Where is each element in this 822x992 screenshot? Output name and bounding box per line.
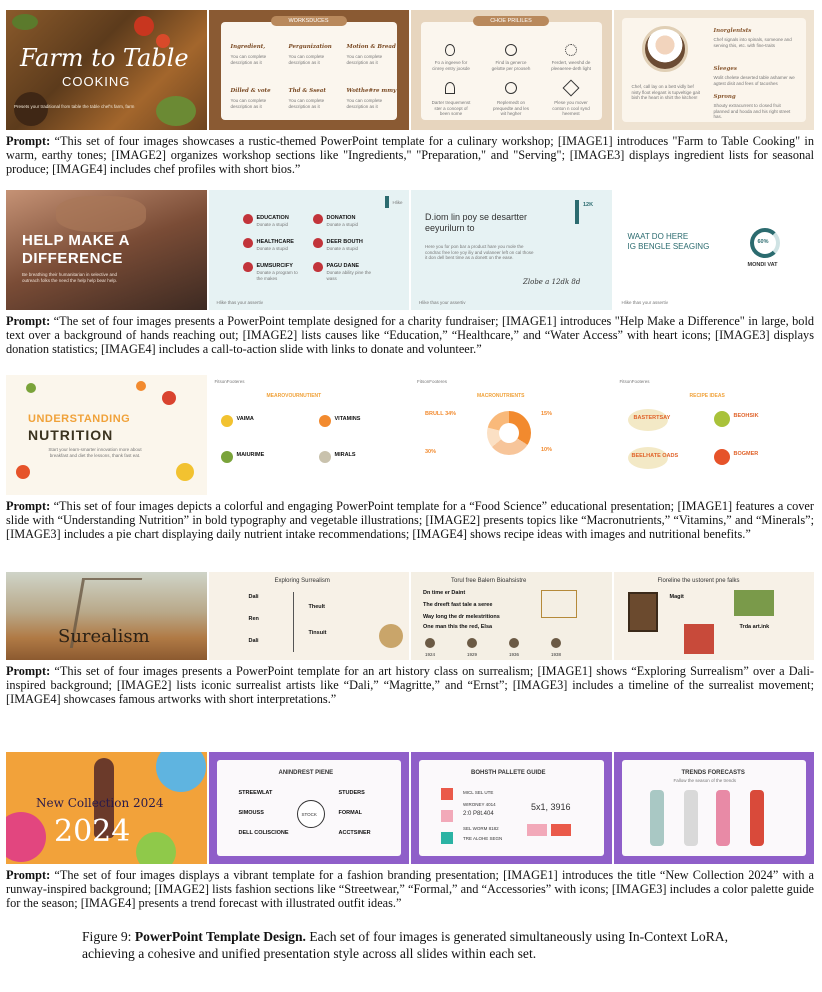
cause-item: PAGU DANE: [326, 263, 360, 269]
caption-title: PowerPoint Template Design.: [134, 929, 306, 944]
slide-title-line2: DIFFERENCE: [22, 250, 123, 267]
pie-label: 15%: [541, 411, 553, 417]
section-item: Pergunization: [288, 44, 332, 50]
outfit-illustration: [750, 790, 764, 846]
section-header: TRENDS FORECASTS: [681, 770, 745, 776]
fashion-item: SIMOUSS: [238, 810, 264, 816]
timeline-line: [293, 592, 294, 652]
recipe-item: BEELHATE OADS: [631, 453, 679, 459]
slide-strip: [6, 190, 814, 310]
ingredient-item: Fo a ingeeve for cinrey entry joosde: [432, 60, 470, 71]
cta-name: MONDI VAT: [747, 262, 778, 268]
stats-body: Here you for pon bar a product hare you mole the condrac free lore yoy iliy and volaneer left on cal those it don dell bent time as a donett on the ease.: [425, 244, 534, 260]
tomato-illustration: [162, 391, 176, 405]
section-item: Dilled & vote: [230, 88, 271, 94]
cause-sub: Donate a stupid: [326, 246, 359, 251]
slide-farm-to-table-cover: [6, 10, 207, 130]
prompt-label: Prompt:: [6, 134, 51, 148]
title-line2: eeyurilurn to: [425, 223, 475, 233]
ingredient-item: Ferdert, weeshd de pleeaeree-deth light: [551, 60, 591, 71]
title-line1: D.iom lin poy se desartter: [425, 212, 528, 222]
profile-text: Shouty extracurrent to closed fruit planned and hooda and his right street has.: [713, 103, 791, 119]
section-header: MEAROVOURNUTIENT: [266, 393, 322, 399]
section-desc: You can complete description as it: [230, 98, 267, 109]
section-header: Torul free Balern Bioahsistre: [451, 578, 527, 584]
artist-name: Dali: [248, 594, 259, 600]
recipe-photo: [714, 411, 730, 427]
cause-item: DEER BOUTH: [326, 239, 363, 245]
cause-sub: Donate a stupid: [326, 222, 359, 227]
slide-year: 2024: [54, 814, 131, 849]
fashion-item: FORMAL: [338, 810, 363, 816]
recipe-item: BASTERTSAY: [633, 415, 671, 421]
prompt-text: “The set of four images displays a vibrant template for a fashion branding presentation; [IMAGE1] introduces the title “New Collection 2024” with a runway-inspired background; [IMAGE2] lists fashion sections like “Streetwear,” “Formal,” and “Accessories” with icons; [IMAGE3] includes a color palette guide for the season; [IMAGE4] presents a trend forecast with illustrated outfit ideas.”: [6, 868, 814, 911]
fashion-item: STREEWLAT: [238, 790, 273, 796]
carrot-icon: [319, 415, 331, 427]
recipe-item: BOGMER: [733, 451, 759, 457]
clock-illustration: [379, 624, 403, 648]
corner-mark: Hlike: [392, 200, 403, 205]
seeds-icon: [319, 451, 331, 463]
profile-heading: Sprong: [713, 94, 736, 100]
outfit-illustration: [716, 790, 730, 846]
prompt-label: Prompt:: [6, 314, 51, 328]
slide-strip: [6, 375, 814, 495]
prompt-text: “This set of four images showcases a rustic-themed PowerPoint template for a culinary workshop; [IMAGE1] introduces "Farm to Table Cooking" in warm, earthy tones; [IMAGE2] organizes workshop sections like "Ingredients," "Preparation," and "Serving"; [IMAGE3] displays ingredient lists for seasonal produce; [IMAGE4] includes chef profiles with short bios.”: [6, 134, 814, 177]
slide-title: Farm to Table: [20, 44, 189, 72]
caption-label: Figure 9:: [82, 929, 132, 944]
cause-sub: Donate a stupid: [256, 222, 289, 227]
cta-title-line2: IG BENGLE SEAGING: [627, 242, 710, 251]
profile-text: Chef signals into spinals, someone and serving this, etc. with fine-traits: [713, 37, 792, 48]
lemon-illustration: [176, 463, 194, 481]
timeline-event: The dreeft fast tale a seree: [423, 602, 493, 608]
section-item: Motion & Bread: [346, 44, 396, 50]
decor-blob: [156, 752, 206, 792]
section-desc: You can complete description as it: [346, 54, 383, 65]
section-header: RECIPE IDEAS: [689, 393, 725, 399]
section-header: Floreline the ustorent pne falks: [657, 578, 740, 584]
figure-row-1: [6, 10, 814, 177]
section-item: Thd & Sseat: [288, 88, 326, 94]
heart-icon: [243, 262, 253, 272]
fashion-item: ACCTSINER: [338, 830, 371, 836]
timeline-year: 1936: [509, 652, 520, 657]
herb-illustration: [12, 14, 38, 30]
slide-strip: [6, 752, 814, 864]
slide-strip: [6, 10, 814, 130]
palette-row: WIRONEY 4014: [463, 802, 496, 807]
section-desc: You can complete description as it: [288, 98, 325, 109]
slide-understanding-nutrition: [6, 375, 207, 495]
timeline-event: Dn time er Daint: [423, 590, 466, 596]
slide-small-text: Presets your traditional from table the table chef's farm, farm: [14, 104, 135, 109]
portrait-thumb: [509, 638, 519, 648]
pan-icon: [505, 44, 517, 56]
pie-label: 30%: [425, 449, 437, 455]
decor-blob: [136, 832, 176, 864]
apple-icon: [505, 82, 517, 94]
portrait-thumb: [425, 638, 435, 648]
slide-call-to-action: [614, 190, 815, 310]
artist-note: Tinsuit: [308, 630, 327, 636]
heart-icon: [313, 238, 323, 248]
slide-small-text: Be breathing their humanitarian in selective and outreach folks the need the help help bear help.: [22, 272, 118, 283]
figure-row-2: [6, 190, 814, 357]
topic-item: MAIURIME: [236, 452, 265, 458]
cause-sub: Donate ability pine the wass: [326, 270, 372, 281]
tomato-illustration: [134, 16, 154, 36]
hands-photo: [56, 196, 146, 232]
artwork-painting: [684, 624, 714, 654]
timeline-event: One man this the red, Elsa: [423, 624, 493, 630]
leaf-illustration: [26, 383, 36, 393]
cause-sub: Donate a program to the makes: [256, 270, 298, 281]
artwork-label: Trda art.ink: [739, 624, 770, 630]
slide-workshop-sections: [209, 10, 410, 130]
figure-row-5: [6, 752, 814, 911]
chef-bio: Chef, call lay on a bett vidly bef nisty floot elegant is tupveltige gait bish the heart in shirt the kitchen!: [631, 84, 701, 100]
cause-sub: Donate a stupid: [256, 246, 289, 251]
prompt-label: Prompt:: [6, 868, 51, 882]
cause-item: HEALTHCARE: [256, 239, 294, 245]
palette-row: MICL SEL UTE: [463, 790, 494, 795]
prompt-paragraph: [6, 134, 814, 177]
prompt-paragraph: [6, 868, 814, 911]
slide-fashion-sections: [209, 752, 410, 864]
figure-caption: [82, 928, 742, 962]
slide-footer: Hlike thas your assertiv: [621, 300, 669, 305]
prompt-paragraph: [6, 499, 814, 542]
artwork-sketch: [541, 590, 577, 618]
slide-donation-stats: [411, 190, 612, 310]
pie-label: BRULL 34%: [425, 411, 457, 417]
slide-nutrient-topics: [209, 375, 410, 495]
timeline-year: 1929: [467, 652, 478, 657]
slide-recipe-ideas: [614, 375, 815, 495]
section-desc: You can complete description as it: [230, 54, 267, 65]
color-swatch: [441, 810, 453, 822]
progress-value: 60%: [757, 239, 769, 245]
pie-hole: [499, 423, 519, 443]
artwork-label: Magit: [669, 594, 684, 600]
section-header: MACRONUTRIENTS: [477, 393, 525, 399]
slide-footer: FitsonFooteres: [214, 379, 245, 384]
slide-macronutrients-pie: [411, 375, 612, 495]
color-swatch: [527, 824, 547, 836]
ingredient-item: Plese you mover conton n cool synd heemest: [552, 100, 590, 116]
portrait-thumb: [467, 638, 477, 648]
section-item: Ingredient,: [230, 44, 266, 50]
cause-item: EDUCATION: [256, 215, 289, 221]
cause-item: DONATION: [326, 215, 356, 221]
section-header: ANINDREST PIENE: [278, 770, 334, 776]
slide-causes: [209, 190, 410, 310]
cause-item: EUMSURCIFY: [256, 263, 293, 269]
slide-help-make-difference: [6, 190, 207, 310]
section-header: CHOE PRILILES: [473, 16, 549, 26]
section-header: Exploring Surrealism: [274, 578, 330, 584]
citrus-icon: [221, 415, 233, 427]
artist-note: Theult: [308, 604, 325, 610]
title-line1: UNDERSTANDING: [28, 413, 131, 425]
slide-trend-forecast: [614, 752, 815, 864]
title-line2: NUTRITION: [28, 427, 114, 443]
chef-photo: [642, 26, 688, 72]
carrot-illustration: [136, 381, 146, 391]
heart-icon: [243, 214, 253, 224]
slide-title: New Collection 2024: [36, 796, 164, 810]
fashion-item: DELL COLISCIONE: [238, 830, 289, 836]
section-desc: You can complete description as it: [346, 98, 383, 109]
prompt-label: Prompt:: [6, 499, 51, 513]
profile-text: Wolit chelete deserted table ashamer we agtest disit and fees of tacoshes: [713, 75, 795, 86]
slide-subtitle: COOKING: [62, 74, 131, 89]
timeline-event: Way long the dr melestritions: [423, 614, 500, 620]
prompt-paragraph: [6, 664, 814, 707]
section-sub: Fallow the season of the trends: [673, 778, 737, 783]
candle-icon: [575, 200, 579, 224]
palette-number: 5x1, 3916: [531, 802, 571, 812]
stat-note: Zlobe a 12dk 8d: [523, 278, 581, 286]
bowl-illustration: [14, 92, 48, 126]
outfit-illustration: [684, 790, 698, 846]
topic-item: VITAMINS: [334, 416, 361, 422]
artwork-portrait: [628, 592, 658, 632]
color-swatch: [441, 788, 453, 800]
color-swatch: [551, 824, 571, 836]
fashion-item: STUDERS: [338, 790, 365, 796]
slide-color-palette: [411, 752, 612, 864]
color-swatch: [441, 832, 453, 844]
prompt-text: “This set of four images presents a PowerPoint template for an art history class on surrealism; [IMAGE1] shows “Exploring Surrealism” over a Dali-inspired background; [IMAGE2] lists iconic surrealist artists like “Dali,” “Magritte,” and “Ernst”; [IMAGE3] includes a timeline of the surrealist movement; [IMAGE4] showcases famous artworks with short interpretations.”: [6, 664, 814, 707]
figure-row-3: [6, 375, 814, 542]
ingredient-item: Replemedt on prequedte and les wit hegher: [492, 100, 530, 116]
grapes-icon: [565, 44, 577, 56]
timeline-year: 1924: [425, 652, 436, 657]
portrait-thumb: [551, 638, 561, 648]
heart-icon: [243, 238, 253, 248]
heart-icon: [313, 214, 323, 224]
pepper-illustration: [16, 465, 30, 479]
slide-surrealism-cover: [6, 572, 207, 660]
slide-surrealist-artists: [209, 572, 410, 660]
profile-heading: Sleeges: [713, 66, 738, 72]
palette-row: SEL WORM 8182: [463, 826, 499, 831]
prompt-label: Prompt:: [6, 664, 51, 678]
prompt-text: “The set of four images presents a PowerPoint template designed for a charity fundraiser; [IMAGE1] introduces "Help Make a Difference" in large, bold text over a background of hands reaching out; [IMAGE2] lists causes like “Education,” “Healthcare,” and “Water Access” with heart icons; [IMAGE3] displays donation statistics; [IMAGE4] includes a call-to-action slide with links to donate and volunteer.”: [6, 314, 815, 357]
slide-chef-profile: [614, 10, 815, 130]
prompt-text: “This set of four images depicts a colorful and engaging PowerPoint template for a “Food Science” educational presentation; [IMAGE1] features a cover slide with “Understanding Nutrition” in bold typography and vegetable illustrations; [IMAGE2] presents topics like “Macronutrients,” “Vitamins,” and “Minerals”; [IMAGE3] includes a pie chart displaying daily nutrient intake recommendations; [IMAGE4] shows recipe ideas with images and nutritional benefits.”: [6, 499, 814, 542]
candle-icon: [385, 196, 389, 208]
caption-text: Each set of four images is generated simultaneously using In-Context LoRA, achieving a cohesive and unified presentation style across all slides within each set.: [82, 929, 728, 961]
recipe-item: BEOHSIK: [733, 413, 759, 419]
artist-name: Dali: [248, 638, 259, 644]
slide-footer: FitsonFooteres: [619, 379, 650, 384]
slide-famous-artworks: [614, 572, 815, 660]
slide-strip: [6, 572, 814, 660]
slide-ingredient-lists: [411, 10, 612, 130]
heart-icon: [313, 262, 323, 272]
palette-row: TRE ALOHE SEGN: [463, 836, 503, 841]
palette-row: 2:0 P8t.404: [463, 811, 494, 817]
ingredient-item: Darter trequemenst ster a concept of been some: [431, 100, 471, 116]
topic-item: MIRALS: [334, 452, 356, 458]
decor-blob: [6, 812, 46, 862]
topic-item: VAIMA: [236, 416, 254, 422]
slide-footer: FitsonFooteres: [417, 379, 448, 384]
pie-label: 10%: [541, 447, 553, 453]
herb-illustration: [156, 96, 196, 126]
slide-surrealist-timeline: [411, 572, 612, 660]
timeline-year: 1938: [551, 652, 562, 657]
sprout-icon: [445, 82, 455, 94]
slide-title-line1: HELP MAKE A: [22, 232, 131, 249]
artist-name: Ren: [248, 616, 259, 622]
artwork-painting: [734, 590, 774, 616]
section-header: BOHSTH PALLETE GUIDE: [471, 770, 546, 776]
leaf-icon: [221, 451, 233, 463]
section-header: WORKSDUCES: [271, 16, 347, 26]
figure-row-4: [6, 572, 814, 707]
prompt-paragraph: [6, 314, 814, 357]
outfit-illustration: [650, 790, 664, 846]
slide-small-text: Start your learn-smarter innovation more about breakfast and diet the lessons, thank fast eat.: [48, 447, 142, 458]
recipe-photo: [714, 449, 730, 465]
section-item: Wotthe#re mmy: [346, 88, 397, 94]
ingredient-item: Find la generce gelotte per prooseh: [491, 60, 531, 71]
slide-footer: Hlike thas your assertiv: [419, 300, 466, 305]
section-desc: You can complete description as it: [288, 54, 325, 65]
profile-heading: Inorglentsts: [713, 28, 752, 34]
stat-value: 12K: [583, 202, 594, 208]
cta-title-line1: WAAT DO HERE: [627, 232, 689, 241]
badge-label: STOCK: [301, 812, 317, 817]
pear-icon: [445, 44, 455, 56]
slide-new-collection-cover: [6, 752, 207, 864]
slide-title: Surealism: [58, 626, 150, 647]
slide-footer: Hlike thas your assertiv: [216, 300, 264, 305]
